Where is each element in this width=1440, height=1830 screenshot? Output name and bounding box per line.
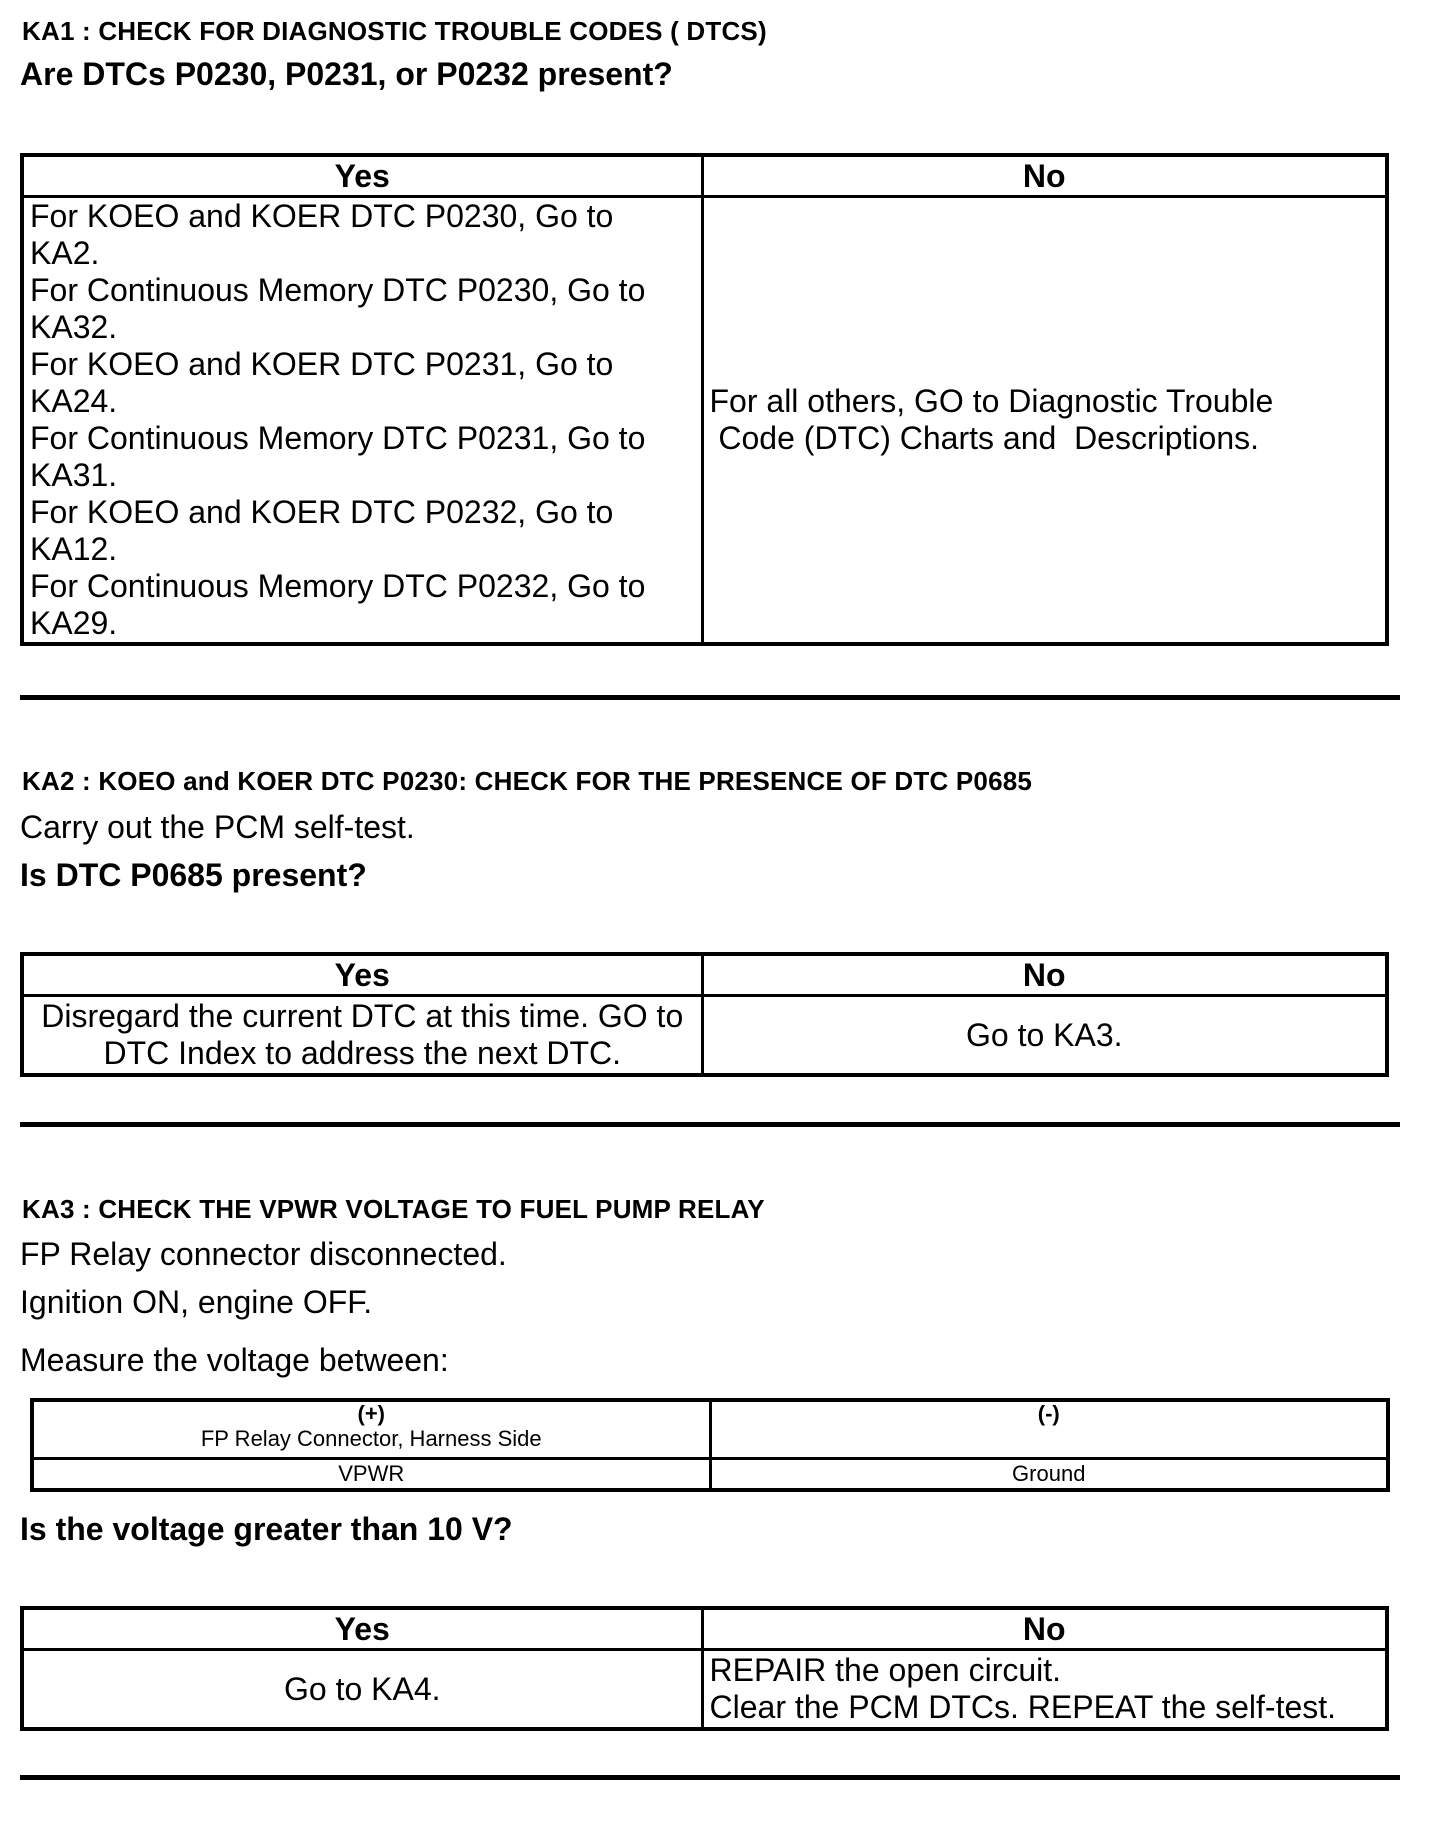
table-row (22, 1650, 1387, 1730)
no-header: No (702, 954, 1387, 996)
ka1-no-line: For all others, GO to Diagnostic Trouble (709, 383, 1274, 419)
ka1-yes-line: KA2. (30, 235, 100, 271)
ka1-yes-line: For KOEO and KOER DTC P0232, Go to (30, 494, 614, 530)
ka1-step-title: KA1 : CHECK FOR DIAGNOSTIC TROUBLE CODES ( DTCS) (22, 16, 767, 46)
ka3-measurement-table (30, 1398, 1390, 1492)
ka3-no-line: Clear the PCM DTCs. REPEAT the self-test. (709, 1689, 1337, 1725)
ka2-step-title: KA2 : KOEO and KOER DTC P0230: CHECK FOR THE PRESENCE OF DTC P0685 (22, 766, 1033, 796)
yes-header: Yes (22, 155, 702, 197)
ka1-yes-line: KA24. (30, 383, 118, 419)
ka3-instruction: Measure the voltage between: (20, 1342, 449, 1378)
ka1-yes-cell (22, 197, 702, 645)
table-row (22, 996, 1387, 1076)
positive-label: FP Relay Connector, Harness Side (200, 1426, 542, 1451)
negative-symbol: (-) (1037, 1401, 1060, 1426)
ka1-yes-line: For Continuous Memory DTC P0230, Go to (30, 272, 646, 308)
ka2-instruction: Carry out the PCM self-test. (20, 809, 415, 845)
measure-value-row (32, 1459, 1388, 1491)
ka2-no-cell: Go to KA3. (702, 996, 1387, 1076)
section-divider (20, 695, 1400, 700)
ka2-yes-cell (22, 996, 702, 1076)
ka1-no-line: Code (DTC) Charts and Descriptions. (709, 420, 1260, 456)
table-row (22, 197, 1387, 645)
section-divider (20, 1775, 1400, 1780)
ka1-yes-line: For Continuous Memory DTC P0231, Go to (30, 420, 646, 456)
ka1-yes-line: For KOEO and KOER DTC P0231, Go to (30, 346, 614, 382)
ka2-yes-line: DTC Index to address the next DTC. (103, 1035, 622, 1071)
ka3-instruction: FP Relay connector disconnected. (20, 1236, 507, 1272)
table-header-row (22, 155, 1387, 197)
ka3-question: Is the voltage greater than 10 V? (20, 1511, 513, 1547)
ka1-yes-line: For Continuous Memory DTC P0232, Go to (30, 568, 646, 604)
no-header: No (702, 155, 1387, 197)
ka2-question: Is DTC P0685 present? (20, 857, 367, 893)
ka2-yes-line: Disregard the current DTC at this time. GO to (41, 998, 684, 1034)
ka3-yes-cell: Go to KA4. (22, 1650, 702, 1730)
ka3-instruction: Ignition ON, engine OFF. (20, 1284, 373, 1320)
negative-value: Ground (710, 1459, 1388, 1491)
ka1-yes-line: KA32. (30, 309, 118, 345)
positive-probe-cell (32, 1400, 710, 1459)
ka1-question: Are DTCs P0230, P0231, or P0232 present? (20, 56, 673, 92)
ka3-step-title: KA3 : CHECK THE VPWR VOLTAGE TO FUEL PUMP RELAY (22, 1194, 765, 1224)
measure-header-row (32, 1400, 1388, 1459)
yes-header: Yes (22, 954, 702, 996)
ka1-no-cell (702, 197, 1387, 645)
ka3-no-cell (702, 1650, 1387, 1730)
ka2-yes-no-table (20, 952, 1389, 1077)
table-header-row (22, 1608, 1387, 1650)
ka1-yes-line: For KOEO and KOER DTC P0230, Go to (30, 198, 614, 234)
table-header-row (22, 954, 1387, 996)
yes-header: Yes (22, 1608, 702, 1650)
ka1-yes-line: KA12. (30, 531, 118, 567)
ka3-yes-no-table (20, 1606, 1389, 1731)
ka1-yes-line: KA29. (30, 605, 118, 641)
negative-probe-cell (710, 1400, 1388, 1459)
ka1-yes-no-table (20, 153, 1389, 646)
positive-symbol: (+) (357, 1401, 385, 1426)
positive-value: VPWR (32, 1459, 710, 1491)
ka3-no-line: REPAIR the open circuit. (709, 1652, 1062, 1688)
no-header: No (702, 1608, 1387, 1650)
ka1-yes-line: KA31. (30, 457, 118, 493)
section-divider (20, 1122, 1400, 1127)
